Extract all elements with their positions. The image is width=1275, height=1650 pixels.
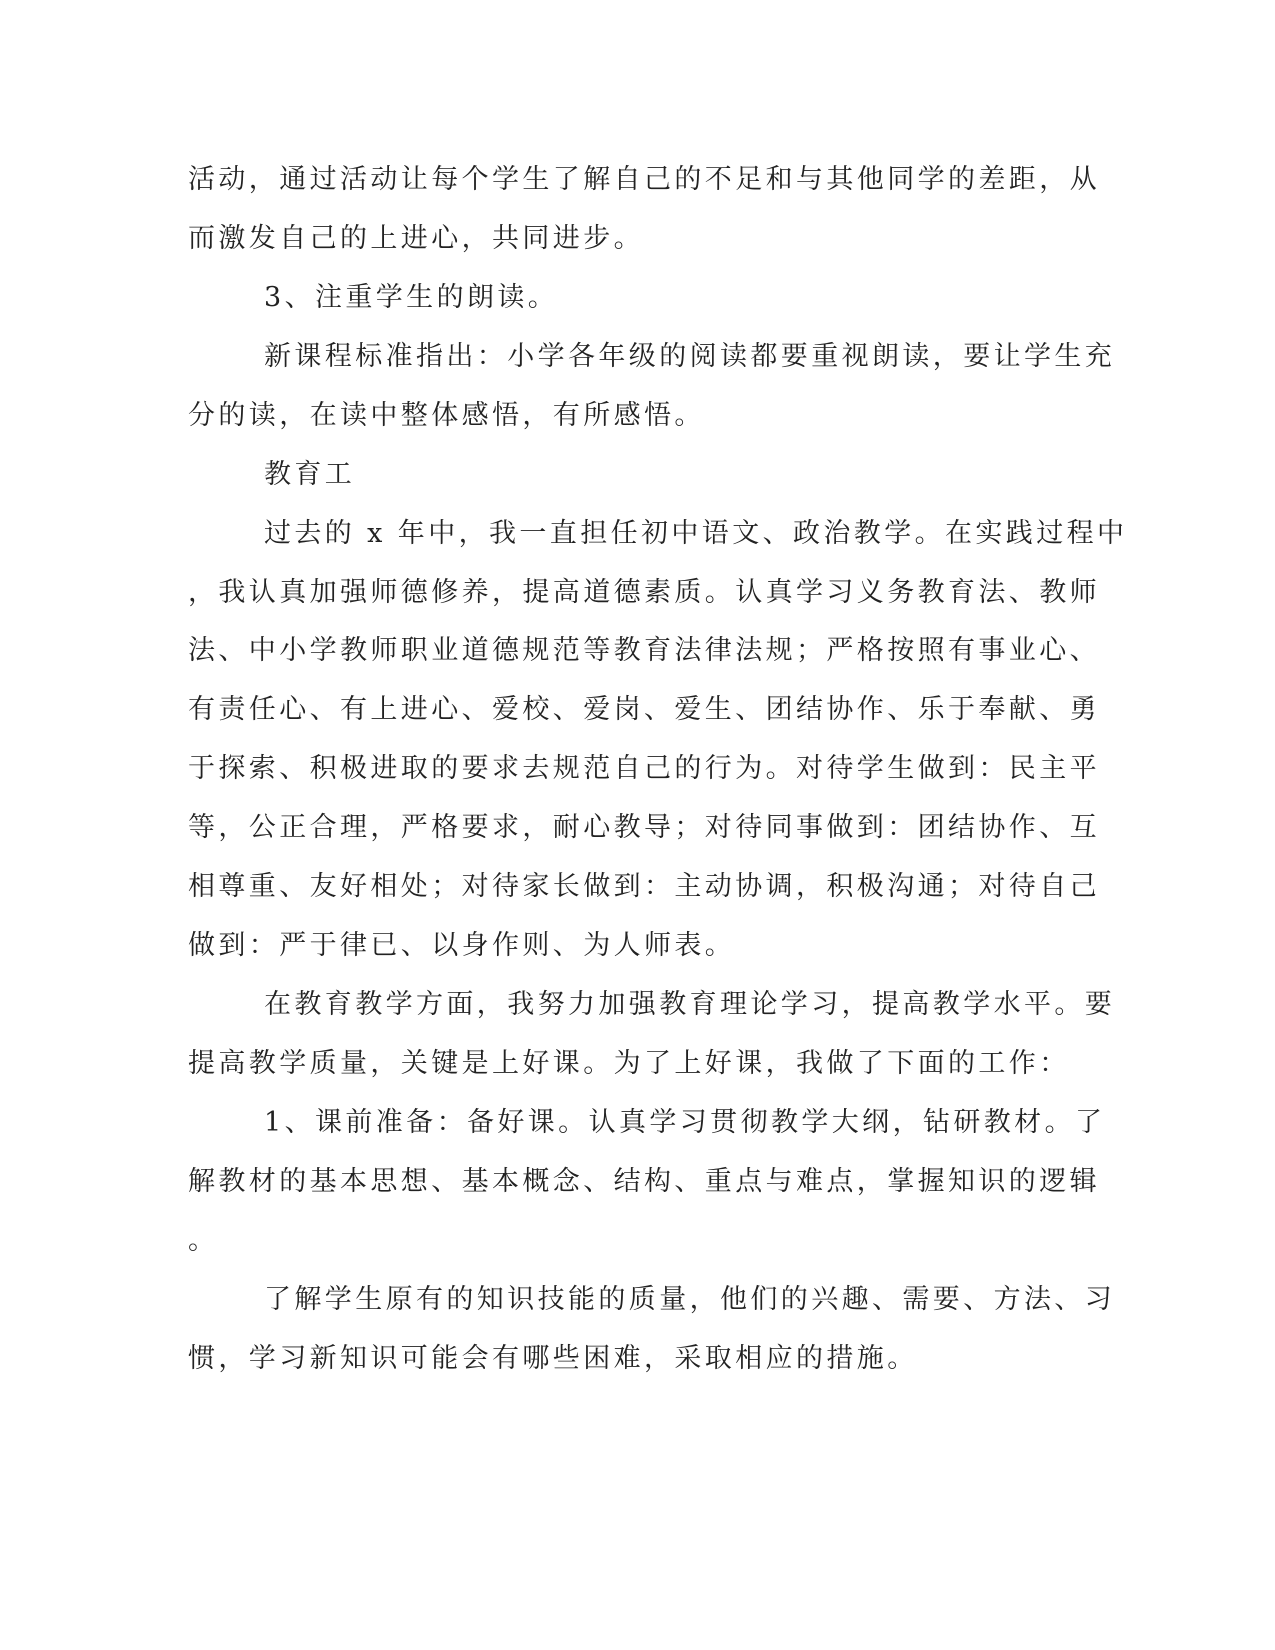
text-line: 3、注重学生的朗读。 [264,282,559,313]
text-line: 相尊重、友好相处；对待家长做到：主动协调，积极沟通；对待自己 [188,871,1100,902]
text-line: 1、课前准备：备好课。认真学习贯彻教学大纲，钻研教材。了 [264,1107,1106,1138]
text-line: 提高教学质量，关键是上好课。为了上好课，我做了下面的工作： [188,1048,1070,1079]
text-line: 于探索、积极进取的要求去规范自己的行为。对待学生做到：民主平 [188,753,1100,784]
text-line: ，我认真加强师德修养，提高道德素质。认真学习义务教育法、教师 [188,577,1100,608]
text-line: 活动，通过活动让每个学生了解自己的不足和与其他同学的差距，从 [188,164,1100,195]
text-line: 新课程标准指出：小学各年级的阅读都要重视朗读，要让学生充 [264,341,1116,372]
text-line: 做到：严于律已、以身作则、为人师表。 [188,930,736,961]
text-line: 等，公正合理，严格要求，耐心教导；对待同事做到：团结协作、互 [188,812,1100,843]
text-line: 分的读，在读中整体感悟，有所感悟。 [188,400,705,431]
text-line: 解教材的基本思想、基本概念、结构、重点与难点，掌握知识的逻辑 [188,1166,1100,1197]
text-line: 了解学生原有的知识技能的质量，他们的兴趣、需要、方法、习 [264,1284,1116,1315]
text-line: 过去的 x 年中，我一直担任初中语文、政治教学。在实践过程中 [264,518,1128,549]
text-line: 。 [188,1225,219,1256]
text-line: 有责任心、有上进心、爱校、爱岗、爱生、团结协作、乐于奉献、勇 [188,694,1100,725]
text-line: 法、中小学教师职业道德规范等教育法律法规；严格按照有事业心、 [188,635,1100,666]
text-line: 教育工 [264,459,356,490]
text-line: 而激发自己的上进心，共同进步。 [188,223,644,254]
text-line: 在教育教学方面，我努力加强教育理论学习，提高教学水平。要 [264,989,1116,1020]
text-line: 惯，学习新知识可能会有哪些困难，采取相应的措施。 [188,1343,918,1374]
